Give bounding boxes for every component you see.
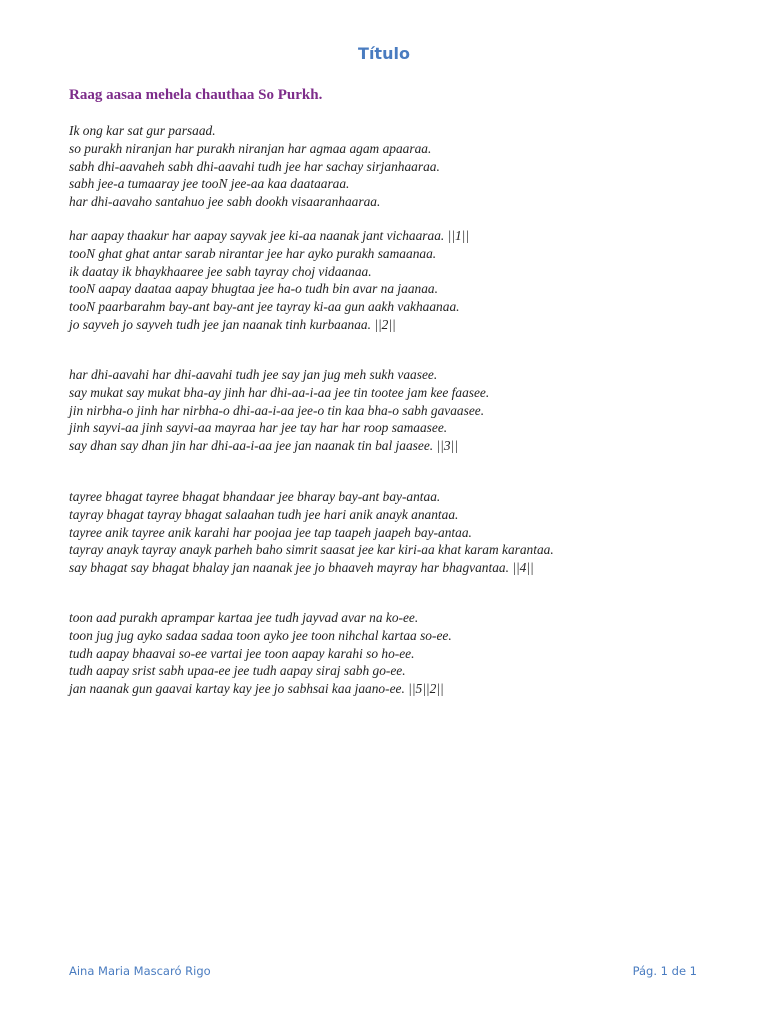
verse-line: toon aad purakh aprampar kartaa jee tudh jayvad avar na ko-ee. [69, 610, 419, 625]
verse-line: say mukat say mukat bha-ay jinh har dhi-aa-i-aa jee tin tootee jam kee faasee. [69, 384, 490, 400]
footer-author: Aina Maria Mascaró Rigo [69, 964, 211, 978]
verse-line: tooN aapay daataa aapay bhugtaa jee ha-o tudh bin avar na jaanaa. [69, 281, 438, 297]
verse-line: har dhi-aavahi har dhi-aavahi tudh jee say jan jug meh sukh vaasee. [69, 367, 438, 382]
verse-line: ik daatay ik bhaykhaaree jee sabh tayray choj vidaanaa. [69, 263, 372, 279]
verse-line: so purakh niranjan har purakh niranjan har agmaa agam apaaraa. [69, 140, 432, 156]
verse-line: har aapay thaakur har aapay sayvak jee ki-aa naanak jant vichaaraa. ||1|| [69, 228, 469, 243]
verse-line: tooN ghat ghat antar sarab nirantar jee har ayko purakh samaanaa. [69, 245, 437, 261]
verse-line: jan naanak gun gaavai kartay kay jee jo sabhsai kaa jaano-ee. ||5||2|| [69, 681, 444, 697]
verse-line: jinh sayvi-aa jinh sayvi-aa mayraa har jee tay har har roop samaasee. [69, 420, 448, 436]
stanza-4 [69, 488, 554, 577]
verse-line: Ik ong kar sat gur parsaad. [69, 123, 216, 138]
verse-line: jin nirbha-o jinh har nirbha-o dhi-aa-i-aa jee-o tin kaa bha-o sabh gavaasee. [69, 402, 485, 418]
verse-line: tayree bhagat tayree bhagat bhandaar jee bharay bay-ant bay-antaa. [69, 489, 441, 504]
verse-line: tayree anik tayree anik karahi har poojaa jee tap taapeh jaapeh bay-antaa. [69, 524, 472, 540]
verse-line: tayray anayk tayray anayk parheh baho simrit saasat jee kar kiri-aa khat karam karantaa. [69, 542, 554, 558]
stanza-5 [69, 609, 452, 698]
raag-heading: Raag aasaa mehela chauthaa So Purkh. [69, 87, 323, 103]
verse-line: har dhi-aavaho santahuo jee sabh dookh visaaranhaaraa. [69, 194, 381, 210]
verse-line: say dhan say dhan jin har dhi-aa-i-aa jee jan naanak tin bal jaasee. ||3|| [69, 438, 458, 454]
verse-line: toon jug jug ayko sadaa sadaa toon ayko jee toon nihchal kartaa so-ee. [69, 627, 452, 643]
stanza-1 [69, 122, 440, 211]
verse-line: tayray bhagat tayray bhagat salaahan tudh jee hari anik anayk anantaa. [69, 506, 459, 522]
verse-line: sabh dhi-aavaheh sabh dhi-aavahi tudh jee har sachay sirjanhaaraa. [69, 158, 440, 174]
stanza-2 [69, 227, 469, 334]
verse-line: jo sayveh jo sayveh tudh jee jan naanak tinh kurbaanaa. ||2|| [69, 316, 396, 332]
verse-line: tudh aapay bhaavai so-ee vartai jee toon aapay karahi so ho-ee. [69, 645, 415, 661]
footer-page-number: Pág. 1 de 1 [632, 964, 697, 978]
page-title: Título [358, 44, 410, 63]
verse-line: tudh aapay srist sabh upaa-ee jee tudh aapay siraj sabh go-ee. [69, 663, 406, 679]
verse-line: tooN paarbarahm bay-ant bay-ant jee tayray ki-aa gun aakh vakhaanaa. [69, 299, 460, 315]
verse-line: say bhagat say bhagat bhalay jan naanak jee jo bhaaveh mayray har bhagvantaa. ||4|| [69, 560, 534, 576]
stanza-3 [69, 366, 489, 455]
verse-line: sabh jee-a tumaaray jee tooN jee-aa kaa daataaraa. [69, 176, 350, 192]
